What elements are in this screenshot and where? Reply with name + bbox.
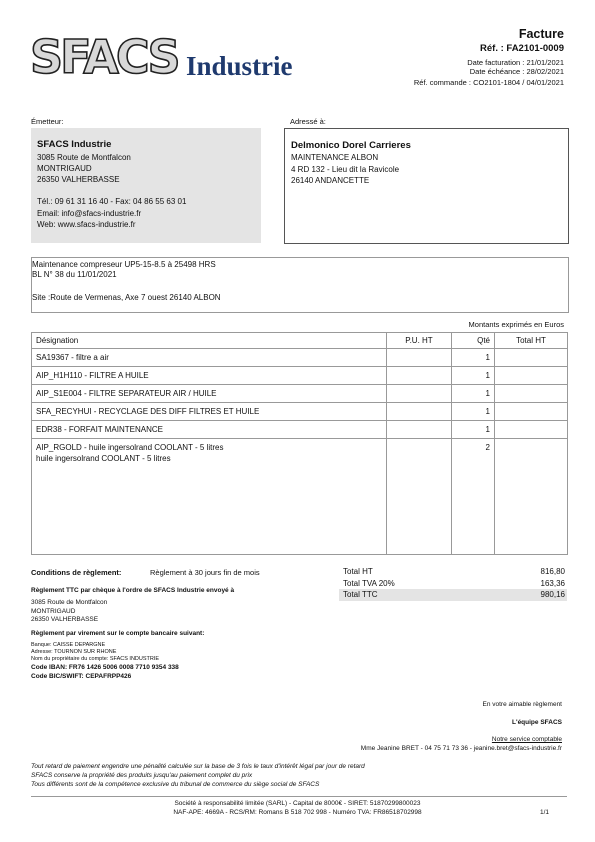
col-quantity: Qté <box>452 333 495 349</box>
footer-divider <box>31 796 567 797</box>
item-designation: AIP_RGOLD - huile ingersolrand COOLANT - 5 litres <box>36 443 224 452</box>
bic: Code BIC/SWIFT: CEPAFRPP426 <box>31 673 132 680</box>
cheque-address-line: 3085 Route de Montfalcon <box>31 599 108 606</box>
table-row <box>32 385 568 403</box>
total-ht-label: Total HT <box>343 567 373 576</box>
total-ttc-row <box>339 589 567 601</box>
item-total <box>495 421 568 439</box>
emitter-phone: Tél.: 09 61 31 16 40 - Fax: 04 86 55 63 01 <box>37 197 187 206</box>
logo-subtitle: Industrie <box>186 51 293 81</box>
site-line: Site :Route de Vermenas, Axe 7 ouest 26140 ALBON <box>32 293 221 302</box>
total-ht-row <box>339 566 567 578</box>
total-tva-row <box>339 578 567 590</box>
total-ttc-value: 980,16 <box>540 590 565 599</box>
table-row <box>32 349 568 367</box>
bank-name: Banque: CAISSE DEPARGNE <box>31 642 106 648</box>
table-row <box>32 439 568 555</box>
total-ht-value: 816,80 <box>540 567 565 576</box>
table-header-row <box>32 333 568 349</box>
item-description: huile ingersolrand COOLANT - 5 litres <box>36 454 171 463</box>
maintenance-info-box <box>31 257 569 313</box>
items-table <box>31 332 568 555</box>
item-unit-price <box>387 421 452 439</box>
item-designation: SFA_RECYHUI - RECYCLAGE DES DIFF FILTRES ET HUILE <box>32 403 387 421</box>
recipient-address-line: MAINTENANCE ALBON <box>291 153 379 162</box>
maintenance-line: Maintenance compreseur UP5-15-8.5 à 25498 HRS <box>32 260 216 269</box>
item-designation: AIP_H1H110 - FILTRE A HUILE <box>32 367 387 385</box>
recipient-label: Adressé à: <box>290 117 326 126</box>
item-quantity: 2 <box>452 439 495 555</box>
page-number: 1/1 <box>539 809 549 816</box>
footer-registration: NAF-APE: 4669A - RCS/RM: Romans B 518 702 998 - Numéro TVA: FR86518702998 <box>173 809 422 816</box>
legal-line: Tout retard de paiement engendre une pénalité calculée sur la base de 3 fois le taux d'intérêt légal par jour de retard <box>31 763 365 770</box>
emitter-address-line: 3085 Route de Montfalcon <box>37 153 131 162</box>
payment-terms-value: Règlement à 30 jours fin de mois <box>150 568 260 577</box>
logo-brand: SFACS <box>30 30 178 84</box>
item-total <box>495 403 568 421</box>
company-logo <box>30 30 310 84</box>
emitter-email: Email: info@sfacs-industrie.fr <box>37 209 142 218</box>
item-designation-cell <box>32 439 387 555</box>
recipient-address-line: 26140 ANDANCETTE <box>291 176 370 185</box>
legal-line: Tous différents sont de la compétence exclusive du tribunal de commerce du siège social de SFACS <box>31 781 320 788</box>
cheque-address-line: MONTRIGAUD <box>31 608 76 615</box>
delivery-note-line: BL N° 38 du 11/01/2021 <box>32 270 117 279</box>
item-total <box>495 367 568 385</box>
emitter-website: Web: www.sfacs-industrie.fr <box>37 220 136 229</box>
bank-address: Adresse: TOURNON SUR RHONE <box>31 649 117 655</box>
item-unit-price <box>387 439 452 555</box>
item-unit-price <box>387 367 452 385</box>
closing-team: L'équipe SFACS <box>512 719 562 726</box>
payment-terms-label: Conditions de règlement: <box>31 568 122 577</box>
item-total <box>495 439 568 555</box>
transfer-title: Règlement par virement sur le compte bancaire suivant: <box>31 630 205 637</box>
item-quantity: 1 <box>452 349 495 367</box>
item-unit-price <box>387 385 452 403</box>
invoice-date: Date facturation : 21/01/2021 <box>467 58 564 67</box>
item-quantity: 1 <box>452 367 495 385</box>
table-row <box>32 421 568 439</box>
item-total <box>495 349 568 367</box>
invoice-title: Facture <box>518 27 564 41</box>
col-designation: Désignation <box>32 333 387 349</box>
legal-notice <box>31 762 365 789</box>
item-total <box>495 385 568 403</box>
total-tva-value: 163,36 <box>540 578 565 588</box>
iban: Code IBAN: FR76 1426 5006 0008 7710 9354 338 <box>31 664 179 671</box>
item-quantity: 1 <box>452 421 495 439</box>
totals-block <box>339 566 567 601</box>
item-designation: AIP_S1E004 - FILTRE SEPARATEUR AIR / HUILE <box>32 385 387 403</box>
col-unit-price: P.U. HT <box>387 333 452 349</box>
invoice-ref: Réf. : FA2101-0009 <box>480 43 564 54</box>
table-row <box>32 403 568 421</box>
item-quantity: 1 <box>452 385 495 403</box>
emitter-name: SFACS Industrie <box>37 139 112 150</box>
footer-company-info: Société à responsabilité limitée (SARL) - Capital de 8000€ - SIRET: 51870299800023 <box>174 800 421 807</box>
item-designation: EDR38 - FORFAIT MAINTENANCE <box>32 421 387 439</box>
emitter-address-line: 26350 VALHERBASSE <box>37 175 120 184</box>
cheque-title: Règlement TTC par chèque à l'ordre de SFACS Industrie envoyé à <box>31 587 235 594</box>
emitter-label: Émetteur: <box>31 117 64 126</box>
total-ttc-label: Total TTC <box>343 590 378 599</box>
closing-greeting: En votre aimable règlement <box>482 701 562 708</box>
currency-note: Montants exprimés en Euros <box>468 320 564 329</box>
emitter-box <box>31 128 261 243</box>
total-tva-label: Total TVA 20% <box>343 578 395 588</box>
item-unit-price <box>387 403 452 421</box>
recipient-box <box>284 128 569 244</box>
emitter-address-line: MONTRIGAUD <box>37 164 92 173</box>
item-unit-price <box>387 349 452 367</box>
accounting-contact: Mme Jeanine BRET - 04 75 71 73 36 - jeanine.bret@sfacs-industrie.fr <box>360 745 562 752</box>
item-quantity: 1 <box>452 403 495 421</box>
col-total: Total HT <box>495 333 568 349</box>
item-designation: SA19367 - filtre a air <box>32 349 387 367</box>
cheque-address-line: 26350 VALHERBASSE <box>31 616 99 623</box>
order-ref: Réf. commande : CO2101-1804 / 04/01/2021 <box>413 78 564 87</box>
due-date: Date échéance : 28/02/2021 <box>469 67 564 76</box>
legal-line: SFACS conserve la propriété des produits jusqu'au paiement complet du prix <box>31 772 253 779</box>
account-owner: Nom du propriétaire du compte: SFACS INDUSTRIE <box>31 656 160 662</box>
table-row <box>32 367 568 385</box>
recipient-address-line: 4 RD 132 - Lieu dit la Ravicole <box>291 165 400 174</box>
accounting-service: Notre service comptable <box>491 736 562 743</box>
recipient-name: Delmonico Dorel Carrieres <box>291 140 411 151</box>
